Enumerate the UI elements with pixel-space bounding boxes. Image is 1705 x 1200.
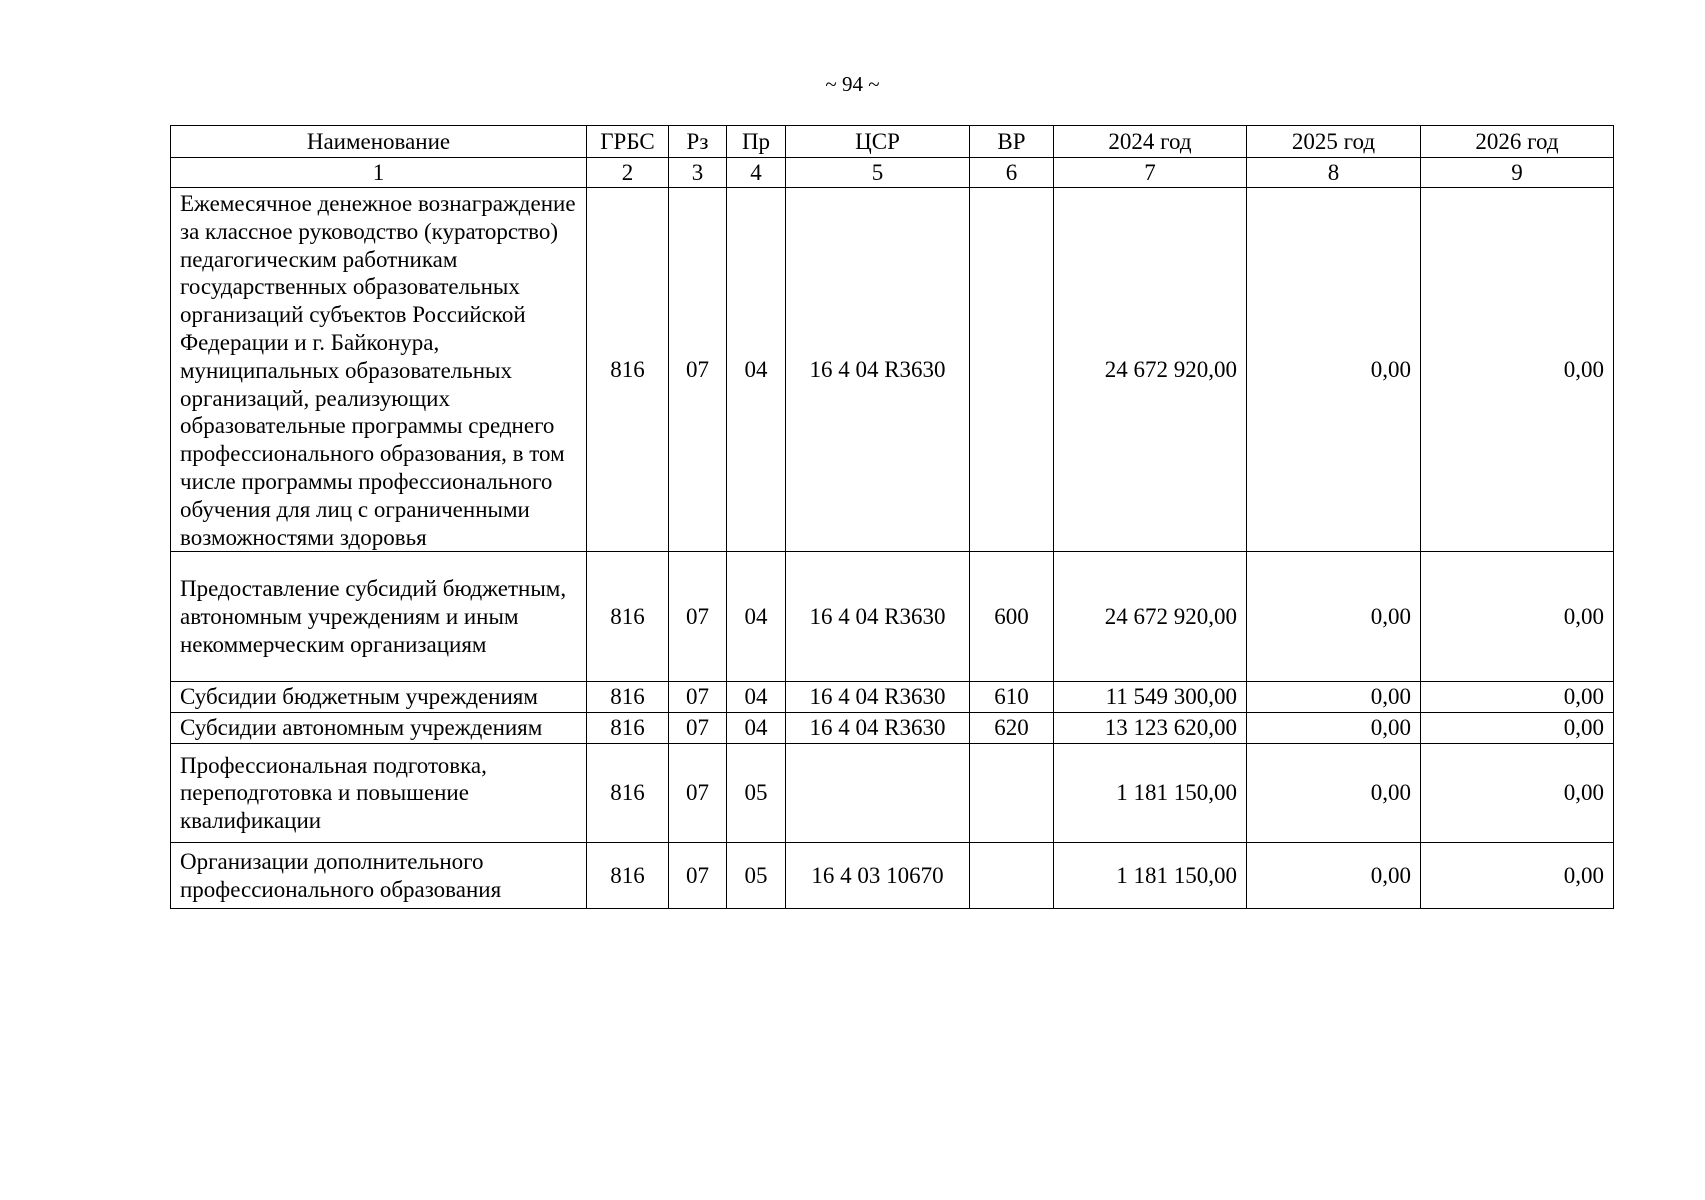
table-row	[171, 188, 1614, 552]
row-pr: 04	[727, 682, 786, 713]
row-2025: 0,00	[1247, 843, 1421, 909]
row-2026: 0,00	[1421, 713, 1614, 744]
row-grbs: 816	[587, 552, 669, 682]
header-2026: 2026 год	[1421, 126, 1614, 158]
table-row	[171, 713, 1614, 744]
column-number: 6	[970, 158, 1054, 188]
row-csr: 16 4 04 R3630	[786, 188, 970, 552]
header-pr: Пр	[727, 126, 786, 158]
table-row	[171, 843, 1614, 909]
row-pr: 04	[727, 713, 786, 744]
row-2024: 13 123 620,00	[1054, 713, 1247, 744]
row-grbs: 816	[587, 843, 669, 909]
row-pr: 05	[727, 843, 786, 909]
row-2024: 24 672 920,00	[1054, 188, 1247, 552]
row-rz: 07	[669, 744, 727, 843]
row-pr: 05	[727, 744, 786, 843]
row-grbs: 816	[587, 188, 669, 552]
row-name: Профессиональная подготовка, переподготовка и повышение квалификации	[171, 744, 587, 843]
row-2026: 0,00	[1421, 744, 1614, 843]
column-number: 7	[1054, 158, 1247, 188]
row-2025: 0,00	[1247, 188, 1421, 552]
row-2024: 24 672 920,00	[1054, 552, 1247, 682]
column-number: 1	[171, 158, 587, 188]
row-2025: 0,00	[1247, 713, 1421, 744]
header-vr: ВР	[970, 126, 1054, 158]
row-2026: 0,00	[1421, 552, 1614, 682]
page-number: ~ 94 ~	[825, 72, 880, 96]
row-2024: 1 181 150,00	[1054, 843, 1247, 909]
row-csr	[786, 744, 970, 843]
row-csr: 16 4 04 R3630	[786, 713, 970, 744]
row-csr: 16 4 04 R3630	[786, 682, 970, 713]
row-2026: 0,00	[1421, 682, 1614, 713]
row-name: Субсидии автономным учреждениям	[171, 713, 587, 744]
table-row	[171, 552, 1614, 682]
row-vr	[970, 843, 1054, 909]
column-number: 2	[587, 158, 669, 188]
table-row	[171, 744, 1614, 843]
column-number: 3	[669, 158, 727, 188]
row-rz: 07	[669, 552, 727, 682]
budget-table	[170, 125, 1614, 909]
row-rz: 07	[669, 682, 727, 713]
table-row	[171, 682, 1614, 713]
row-name: Предоставление субсидий бюджетным, автономным учреждениям и иным некоммерческим организациям	[171, 552, 587, 682]
row-2025: 0,00	[1247, 682, 1421, 713]
row-pr: 04	[727, 188, 786, 552]
row-rz: 07	[669, 843, 727, 909]
row-2026: 0,00	[1421, 188, 1614, 552]
row-vr	[970, 744, 1054, 843]
row-name: Ежемесячное денежное вознаграждение за классное руководство (кураторство) педагогическим работникам государственных образовательных организаций субъектов Российской Федерации и г. Байконура, муниципальных образовательных организаций, реализующих образовательные программы среднего профессионального образования, в том числе программы профессионального обучения для лиц с ограниченными возможностями здоровья	[171, 188, 587, 552]
row-pr: 04	[727, 552, 786, 682]
row-grbs: 816	[587, 744, 669, 843]
column-number: 8	[1247, 158, 1421, 188]
header-rz: Рз	[669, 126, 727, 158]
row-2026: 0,00	[1421, 843, 1614, 909]
column-number: 9	[1421, 158, 1614, 188]
column-number: 4	[727, 158, 786, 188]
row-name: Субсидии бюджетным учреждениям	[171, 682, 587, 713]
row-rz: 07	[669, 188, 727, 552]
row-grbs: 816	[587, 682, 669, 713]
header-2024: 2024 год	[1054, 126, 1247, 158]
header-name: Наименование	[171, 126, 587, 158]
column-number-row	[171, 158, 1614, 188]
row-2025: 0,00	[1247, 744, 1421, 843]
row-grbs: 816	[587, 713, 669, 744]
row-csr: 16 4 03 10670	[786, 843, 970, 909]
row-csr: 16 4 04 R3630	[786, 552, 970, 682]
row-name: Организации дополнительного профессионального образования	[171, 843, 587, 909]
header-csr: ЦСР	[786, 126, 970, 158]
column-number: 5	[786, 158, 970, 188]
row-2024: 11 549 300,00	[1054, 682, 1247, 713]
row-rz: 07	[669, 713, 727, 744]
row-vr: 620	[970, 713, 1054, 744]
header-2025: 2025 год	[1247, 126, 1421, 158]
header-grbs: ГРБС	[587, 126, 669, 158]
row-2025: 0,00	[1247, 552, 1421, 682]
header-row	[171, 126, 1614, 158]
row-vr: 600	[970, 552, 1054, 682]
row-vr: 610	[970, 682, 1054, 713]
row-2024: 1 181 150,00	[1054, 744, 1247, 843]
row-vr	[970, 188, 1054, 552]
